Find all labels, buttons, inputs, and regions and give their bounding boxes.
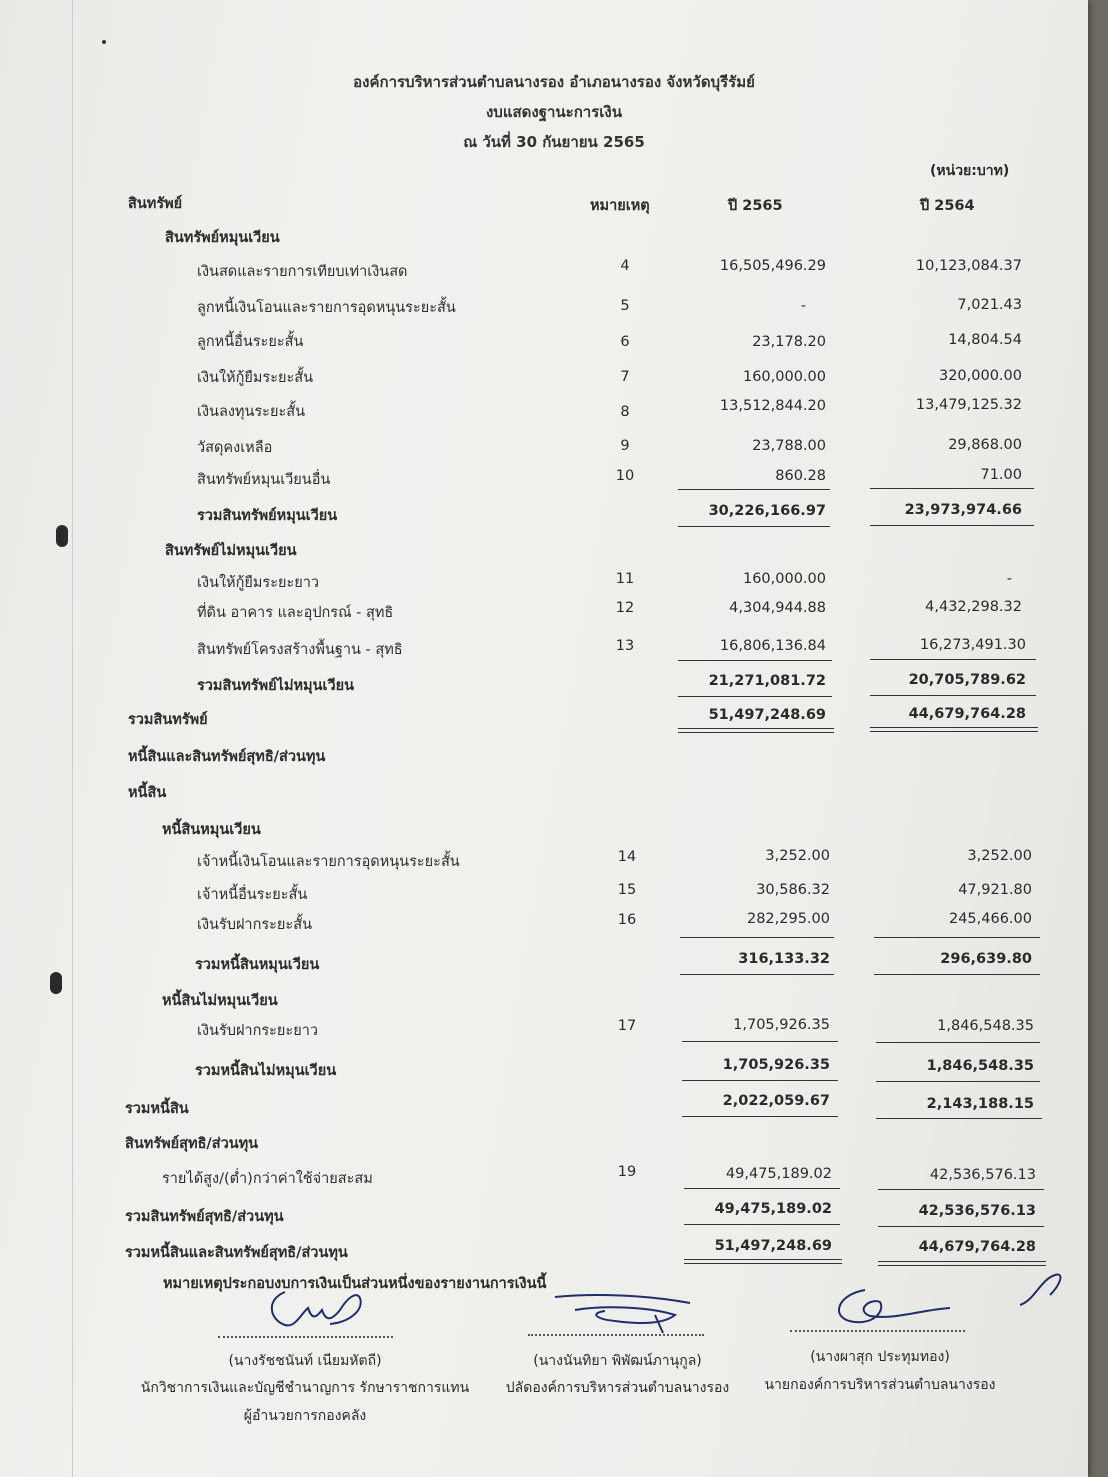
subtotal-y1: 30,226,166.97 — [708, 503, 826, 519]
row-note: 19 — [617, 1164, 637, 1180]
subtotal-y2: 20,705,789.62 — [908, 672, 1026, 688]
subtotal-rule — [684, 1224, 840, 1225]
subtotal-y2: 42,536,576.13 — [918, 1203, 1036, 1219]
row-label: เงินรับฝากระยะสั้น — [197, 917, 312, 933]
row-y2: 4,432,298.32 — [925, 599, 1022, 615]
subtotal-rule — [678, 526, 830, 527]
signature-line — [218, 1336, 393, 1338]
row-y1: 160,000.00 — [742, 369, 826, 385]
signature-1 — [260, 1280, 370, 1340]
page-margin-line — [72, 0, 73, 1477]
row-y2: 245,466.00 — [948, 911, 1032, 927]
row-y1: 16,806,136.84 — [719, 638, 826, 654]
subtotal-rule — [874, 974, 1040, 975]
double-rule — [684, 1259, 842, 1264]
row-y1: 30,586.32 — [756, 882, 830, 898]
row-y1: 23,178.20 — [752, 334, 826, 350]
row-y1: 282,295.00 — [746, 911, 830, 927]
row-label: เจ้าหนี้อื่นระยะสั้น — [197, 887, 308, 903]
row-y2: - — [1006, 571, 1012, 587]
subtotal-label: รวมสินทรัพย์หมุนเวียน — [197, 508, 338, 524]
total-y1: 2,022,059.67 — [722, 1093, 830, 1109]
row-label: วัสดุคงเหลือ — [197, 440, 273, 456]
signer-1-title-2: ผู้อำนวยการกองคลัง — [243, 1408, 367, 1424]
signature-line — [790, 1330, 965, 1332]
row-label: เงินลงทุนระยะสั้น — [197, 404, 306, 420]
subtotal-rule — [870, 525, 1034, 526]
section-heading: หนี้สินและสินทรัพย์สุทธิ/ส่วนทุน — [128, 749, 326, 765]
row-y2: 71.00 — [980, 467, 1022, 483]
subtotal-rule — [878, 1189, 1044, 1190]
punch-hole — [50, 972, 62, 994]
row-note: 10 — [615, 468, 635, 484]
col-note-header: หมายเหตุ — [590, 198, 650, 214]
row-y1: 4,304,944.88 — [729, 600, 826, 616]
subtotal-y2: 296,639.80 — [940, 951, 1032, 967]
punch-hole — [56, 525, 68, 547]
row-y1: 16,505,496.29 — [719, 258, 826, 274]
signer-3-name: (นางผาสุก ประทุมทอง) — [810, 1349, 950, 1365]
row-label: เงินให้กู้ยืมระยะสั้น — [197, 370, 314, 386]
total-y1: 51,497,248.69 — [708, 707, 826, 723]
subtotal-rule — [876, 1081, 1040, 1082]
subtotal-rule — [678, 489, 830, 490]
unit-label: (หน่วย:บาท) — [930, 163, 1010, 179]
statement-date: ณ วันที่ 30 กันยายน 2565 — [463, 133, 645, 151]
col-y1-header: ปี 2565 — [728, 198, 783, 214]
row-y2: 13,479,125.32 — [915, 397, 1022, 413]
row-note: 9 — [620, 438, 630, 454]
signer-2-name: (นางนันทิยา พิพัฒน์ภานุกูล) — [533, 1353, 702, 1369]
subtotal-rule — [682, 1116, 838, 1117]
row-note: 15 — [617, 882, 637, 898]
signature-line — [528, 1334, 704, 1336]
subtotal-y1: 1,705,926.35 — [722, 1057, 830, 1073]
row-note: 16 — [617, 912, 637, 928]
section-heading: สินทรัพย์ไม่หมุนเวียน — [165, 543, 297, 559]
subtotal-label: รวมสินทรัพย์ไม่หมุนเวียน — [197, 678, 355, 694]
subtotal-rule — [678, 696, 832, 697]
org-name: องค์การบริหารส่วนตำบลนางรอง อำเภอนางรอง จังหวัดบุรีรัมย์ — [353, 73, 755, 91]
row-y1: 13,512,844.20 — [719, 398, 826, 414]
subtotal-rule — [680, 974, 834, 975]
subtotal-rule — [870, 695, 1036, 696]
row-note: 7 — [620, 369, 630, 385]
total-y2: 2,143,188.15 — [926, 1096, 1034, 1112]
subtotal-rule — [684, 1188, 840, 1189]
total-label: รวมสินทรัพย์ — [128, 712, 208, 728]
row-label: ลูกหนี้เงินโอนและรายการอุดหนุนระยะสั้น — [197, 300, 456, 316]
total-label: รวมหนี้สิน — [125, 1101, 189, 1117]
section-heading: สินทรัพย์หมุนเวียน — [165, 230, 280, 246]
row-note: 14 — [617, 849, 637, 865]
subtotal-rule — [876, 1042, 1040, 1043]
row-note: 8 — [620, 404, 630, 420]
section-heading: หนี้สินหมุนเวียน — [162, 822, 261, 838]
row-label: สินทรัพย์โครงสร้างพื้นฐาน - สุทธิ — [197, 642, 403, 658]
row-y1: 860.28 — [775, 468, 826, 484]
row-y2: 3,252.00 — [967, 848, 1032, 864]
section-heading: หนี้สินไม่หมุนเวียน — [162, 993, 278, 1009]
subtotal-rule — [870, 659, 1036, 660]
subtotal-label: รวมสินทรัพย์สุทธิ/ส่วนทุน — [125, 1209, 284, 1225]
row-note: 6 — [620, 334, 630, 350]
row-note: 4 — [620, 258, 630, 274]
row-y2: 47,921.80 — [958, 882, 1032, 898]
subtotal-y2: 1,846,548.35 — [926, 1058, 1034, 1074]
subtotal-label: รวมหนี้สินหมุนเวียน — [195, 957, 320, 973]
subtotal-rule — [878, 1226, 1044, 1227]
row-note: 12 — [615, 600, 635, 616]
subtotal-y1: 49,475,189.02 — [714, 1201, 832, 1217]
row-y2: 14,804.54 — [948, 332, 1022, 348]
row-y1: 49,475,189.02 — [725, 1166, 832, 1182]
subtotal-rule — [870, 488, 1034, 489]
row-note: 11 — [615, 571, 635, 587]
row-y2: 10,123,084.37 — [915, 258, 1022, 274]
subtotal-rule — [678, 660, 832, 661]
row-y2: 320,000.00 — [938, 368, 1022, 384]
signature-3 — [825, 1270, 1075, 1335]
signer-3-title: นายกองค์การบริหารส่วนตำบลนางรอง — [764, 1377, 996, 1393]
row-note: 17 — [617, 1018, 637, 1034]
row-note: 13 — [615, 638, 635, 654]
row-label: ลูกหนี้อื่นระยะสั้น — [197, 334, 304, 350]
col-y2-header: ปี 2564 — [920, 198, 975, 214]
subtotal-rule — [682, 1080, 838, 1081]
subtotal-y1: 21,271,081.72 — [708, 673, 826, 689]
ink-dot — [102, 40, 106, 44]
grand-total-y1: 51,497,248.69 — [714, 1238, 832, 1254]
signature-2 — [555, 1285, 695, 1340]
total-y2: 44,679,764.28 — [908, 706, 1026, 722]
double-rule — [878, 1261, 1046, 1266]
signer-2-title: ปลัดองค์การบริหารส่วนตำบลนางรอง — [505, 1380, 730, 1396]
row-y1: 23,788.00 — [752, 438, 826, 454]
subtotal-rule — [874, 937, 1040, 938]
subtotal-y2: 23,973,974.66 — [904, 502, 1022, 518]
subtotal-label: รวมหนี้สินไม่หมุนเวียน — [195, 1063, 337, 1079]
footnote: หมายเหตุประกอบงบการเงินเป็นส่วนหนึ่งของรายงานการเงินนี้ — [163, 1276, 547, 1292]
row-label: รายได้สูง/(ต่ำ)กว่าค่าใช้จ่ายสะสม — [162, 1171, 373, 1187]
double-rule — [870, 727, 1038, 732]
row-y2: 29,868.00 — [948, 437, 1022, 453]
row-note: 5 — [620, 298, 630, 314]
double-rule — [678, 728, 834, 733]
signer-1-title: นักวิชาการเงินและบัญชีชำนาญการ รักษาราชการแทน — [140, 1380, 470, 1396]
subtotal-rule — [680, 937, 834, 938]
subtotal-y1: 316,133.32 — [738, 951, 830, 967]
row-y2: 1,846,548.35 — [937, 1018, 1034, 1034]
statement-title: งบแสดงฐานะการเงิน — [485, 103, 622, 121]
section-heading: หนี้สิน — [128, 785, 167, 801]
grand-total-label: รวมหนี้สินและสินทรัพย์สุทธิ/ส่วนทุน — [125, 1245, 348, 1261]
subtotal-rule — [682, 1041, 838, 1042]
row-y1: 1,705,926.35 — [733, 1017, 830, 1033]
row-y1: - — [800, 298, 806, 314]
row-label: เงินรับฝากระยะยาว — [197, 1023, 318, 1039]
row-label: เงินสดและรายการเทียบเท่าเงินสด — [197, 264, 408, 280]
signer-1-name: (นางรัชชนันท์ เนียมหัตถี) — [228, 1353, 382, 1369]
col-item-header: สินทรัพย์ — [128, 196, 183, 212]
grand-total-y2: 44,679,764.28 — [918, 1239, 1036, 1255]
row-y2: 16,273,491.30 — [919, 637, 1026, 653]
subtotal-rule — [876, 1118, 1042, 1119]
section-heading: สินทรัพย์สุทธิ/ส่วนทุน — [125, 1136, 259, 1152]
row-label: เงินให้กู้ยืมระยะยาว — [197, 575, 320, 591]
row-y1: 3,252.00 — [765, 848, 830, 864]
row-y1: 160,000.00 — [742, 571, 826, 587]
row-label: สินทรัพย์หมุนเวียนอื่น — [197, 472, 331, 488]
row-label: ที่ดิน อาคาร และอุปกรณ์ - สุทธิ — [197, 605, 394, 621]
row-y2: 42,536,576.13 — [929, 1167, 1036, 1183]
row-y2: 7,021.43 — [957, 297, 1022, 313]
row-label: เจ้าหนี้เงินโอนและรายการอุดหนุนระยะสั้น — [197, 854, 460, 870]
